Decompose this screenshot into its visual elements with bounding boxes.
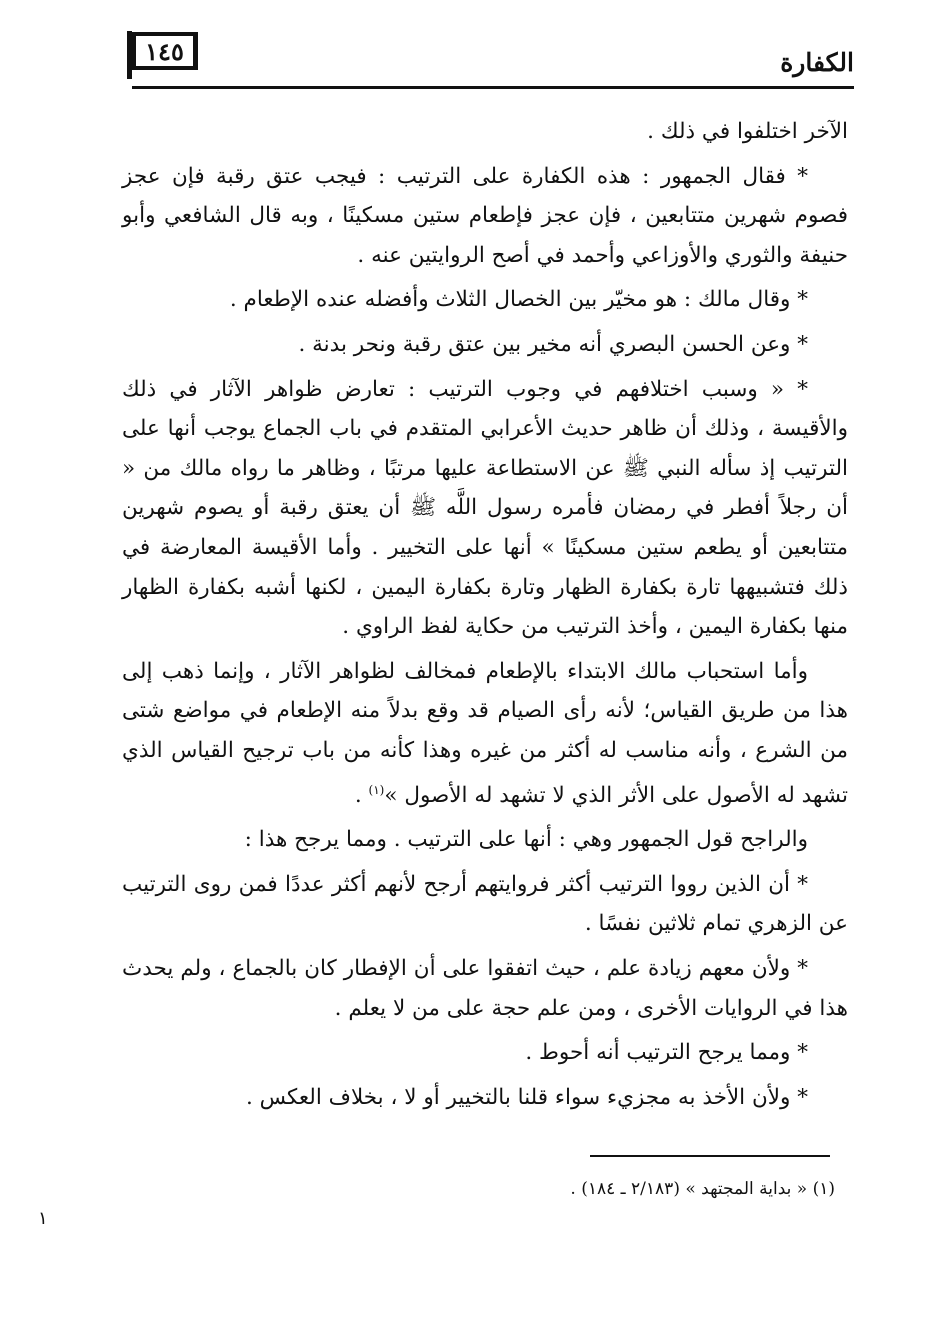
- running-title: الكفارة: [780, 48, 854, 77]
- paragraph-5: * « وسبب اختلافهم في وجوب الترتيب : تعارض ظواهر الآثار في ذلك والأقيسة ، وذلك أن ظاهر حديث الأعرابي المتقدم في باب الجماع يوجب أنها على الترتيب إذ سأله النبي ﷺ عن الاستطاعة عليها مرتبًا ، وظاهر ما رواه مالك من « أن رجلاً أفطر في رمضان فأمره رسول اللَّه ﷺ أن يعتق رقبة أو يصوم شهرين متتابعين أو يطعم ستين مسكينًا » أنها على التخيير . وأما الأقيسة المعارضة في ذلك فتشبيهها تارة بكفارة الظهار وتارة بكفارة اليمين ، لكنها أشبه بكفارة الظهار منها بكفارة اليمين ، وأخذ الترتيب من حكاية لفظ الراوي .: [122, 376, 848, 640]
- margin-mark: ١: [38, 1208, 48, 1229]
- paragraph-6: [122, 652, 848, 816]
- paragraph-4: * وعن الحسن البصري أنه مخير بين عتق رقبة ونحر بدنة .: [298, 331, 808, 357]
- paragraph-2: * فقال الجمهور : هذه الكفارة على الترتيب : فيجب عتق رقبة فإن عجز فصوم شهرين متتابعين ، فإن عجز فإطعام ستين مسكينًا ، وبه قال الشافعي وأبو حنيفة والثوري والأوزاعي وأحمد في أصح الروايتين عنه .: [122, 163, 848, 268]
- footnote-rule: [590, 1155, 830, 1157]
- paragraph-11: * ولأن الأخذ به مجزيء سواء قلنا بالتخيير أو لا ، بخلاف العكس .: [245, 1084, 808, 1110]
- header-rule: [132, 86, 854, 89]
- body-text: [122, 112, 848, 1122]
- paragraph-7: والراجح قول الجمهور وهي : أنها على الترتيب . ومما يرجح هذا :: [244, 827, 808, 853]
- paragraph-1: الآخر اختلفوا في ذلك .: [647, 119, 848, 144]
- footnote-reference: (١): [368, 782, 385, 797]
- paragraph-9: * ولأن معهم زيادة علم ، حيث اتفقوا على أن الإفطار كان بالجماع ، ولم يحدث هذا في الروايات الأخرى ، ومن علم حجة على من لا يعلم .: [122, 956, 848, 1021]
- paragraph-6-text: وأما استحباب مالك الابتداء بالإطعام فمخالف لظواهر الآثار ، وإنما ذهب إلى هذا من طريق القياس؛ لأنه رأى الصيام قد وقع بدلاً منه الإطعام في مواضع شتى من الشرع ، وأنه مناسب له أكثر من غيره وهذا كأنه من باب ترجيح القياس الذي تشهد له الأصول على الأثر الذي لا تشهد له الأصول »: [122, 658, 848, 808]
- page-header: [132, 28, 854, 92]
- page-number: ١٤٥: [145, 36, 184, 66]
- page-number-box: [132, 32, 198, 70]
- paragraph-10: * ومما يرجح الترتيب أنه أحوط .: [525, 1040, 808, 1066]
- paragraph-6-end: .: [354, 782, 362, 808]
- paragraph-8: * أن الذين رووا الترتيب أكثر فروايتهم أرجح لأنهم أكثر عددًا فمن روى الترتيب عن الزهري تمام ثلاثين نفسًا .: [122, 871, 848, 937]
- paragraph-3: * وقال مالك : هو مخيّر بين الخصال الثلاث وأفضله عنده الإطعام .: [229, 287, 808, 313]
- footnote: (١) « بداية المجتهد » (٢/١٨٣ ـ ١٨٤) .: [570, 1179, 835, 1199]
